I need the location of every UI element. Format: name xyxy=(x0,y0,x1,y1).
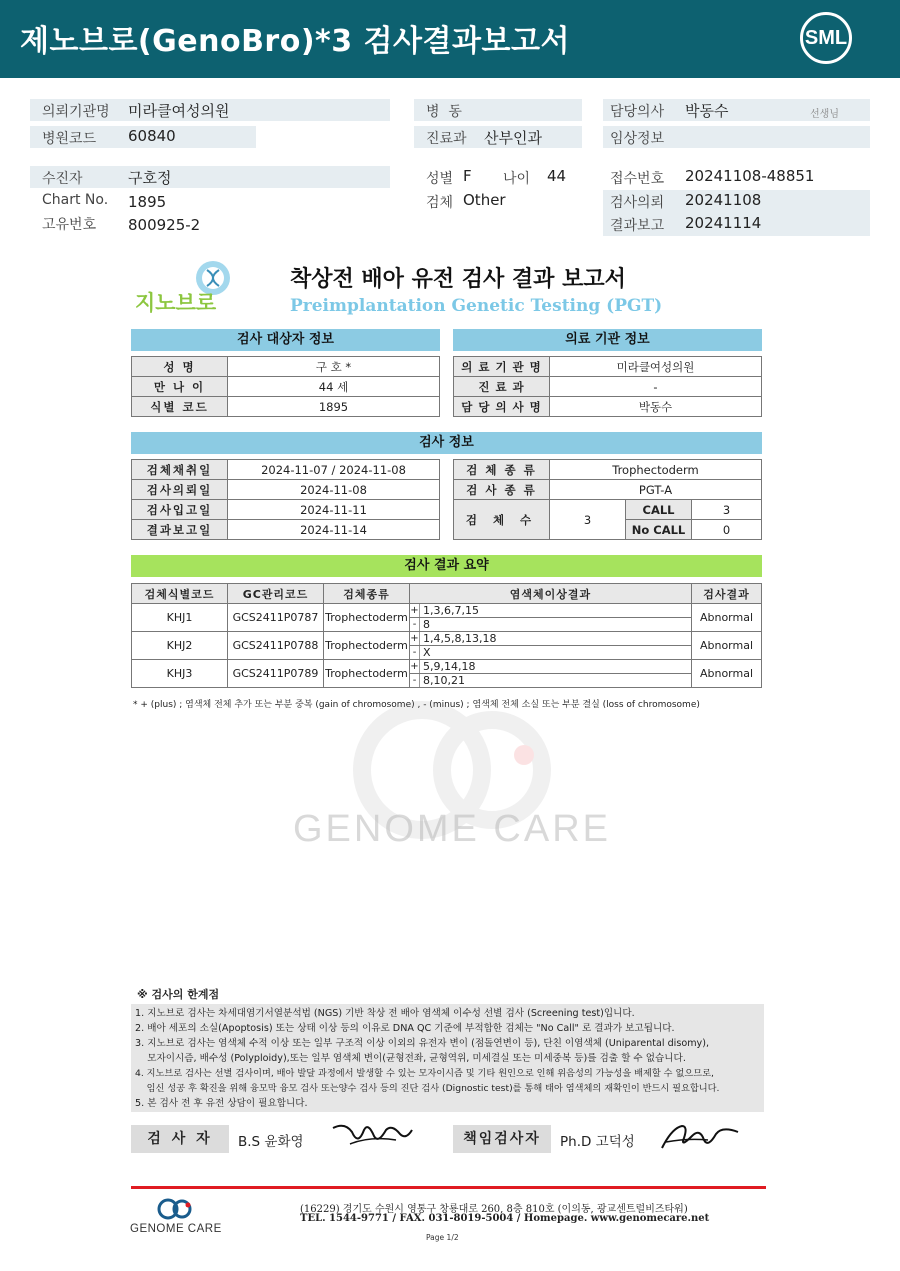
chief-label: 책임검사자 xyxy=(453,1125,551,1153)
subject-name: 구 호 * xyxy=(228,357,440,377)
pgt-report-title: 착상전 배아 유전 검사 결과 보고서 xyxy=(290,267,626,292)
limitation-item: 3. 지노브로 검사는 염색체 수적 이상 또는 일부 구조적 이상 이외의 유전자 변이 (점돌연변이 등), 단친 이염색체 (Uniparental disomy), xyxy=(135,1038,710,1049)
row-result: Abnormal xyxy=(692,632,762,660)
results-heading: 검사 결과 요약 xyxy=(131,555,762,577)
table-row xyxy=(132,604,762,618)
patient-value: 구호정 xyxy=(128,169,172,187)
subject-age-label: 만 나 이 xyxy=(132,377,228,397)
subject-age: 44 세 xyxy=(228,377,440,397)
inst-dept: - xyxy=(550,377,762,397)
institution-value: 미라클여성의원 xyxy=(128,102,230,120)
genobro-logo-text: 지노브로 xyxy=(135,291,217,315)
row-loss: 8,10,21 xyxy=(420,674,692,688)
request-label: 검사의뢰 xyxy=(610,195,665,211)
doctor-value: 박동수 xyxy=(685,102,729,120)
subject-code-label: 식별 코드 xyxy=(132,397,228,417)
test-dates-table xyxy=(131,459,440,540)
results-header-row xyxy=(132,584,762,604)
subject-heading: 검사 대상자 정보 xyxy=(131,329,440,351)
row-gc-code: GCS2411P0789 xyxy=(228,660,324,688)
row-loss: 8 xyxy=(420,618,692,632)
footer-contact: TEL. 1544-9771 / FAX. 031-8019-5004 / Homepage. www.genomecare.net xyxy=(300,1213,710,1224)
footer-address: (16229) 경기도 수원시 영통구 창룡대로 260, 8층 810호 (이의동, 광교센트럴비즈타워) xyxy=(300,1204,688,1215)
nocall-count: 0 xyxy=(692,520,762,540)
dept-value: 산부인과 xyxy=(484,129,542,147)
report-date: 2024-11-14 xyxy=(228,520,440,540)
nocall-label: No CALL xyxy=(626,520,692,540)
row-specimen-type: Trophectoderm xyxy=(324,632,410,660)
report-date-value: 20241114 xyxy=(685,214,762,232)
results-table xyxy=(131,583,762,688)
collect-label: 검체채취일 xyxy=(132,460,228,480)
chart-value: 1895 xyxy=(128,193,167,211)
request-value: 20241108 xyxy=(685,191,762,209)
row-gain: 1,3,6,7,15 xyxy=(420,604,692,618)
specimen-type-label: 검 체 종 류 xyxy=(454,460,550,480)
row-result: Abnormal xyxy=(692,660,762,688)
genobro-logo xyxy=(135,256,245,316)
sex-label: 성별 xyxy=(426,171,454,187)
subject-name-label: 성 명 xyxy=(132,357,228,377)
col-specimen-type: 검체종류 xyxy=(324,584,410,604)
chart-label: Chart No. xyxy=(42,192,109,208)
test-type: PGT-A xyxy=(550,480,762,500)
watermark-text: GENOME CARE xyxy=(292,808,612,850)
chief-signature-icon xyxy=(658,1118,743,1154)
tester-name: B.S 윤화영 xyxy=(238,1134,304,1150)
call-label: CALL xyxy=(626,500,692,520)
collect-date: 2024-11-07 / 2024-11-08 xyxy=(228,460,440,480)
specimen-value: Other xyxy=(463,191,506,209)
limitation-item: 1. 지노브로 검사는 차세대염기서열분석법 (NGS) 기반 착상 전 배아 염색체 이수성 선별 검사 (Screening test)입니다. xyxy=(135,1008,635,1019)
limitations-heading: ※ 검사의 한계점 xyxy=(137,988,220,1001)
row-gc-code: GCS2411P0788 xyxy=(228,632,324,660)
id-label: 고유번호 xyxy=(42,217,97,233)
tester-label: 검 사 자 xyxy=(131,1125,229,1153)
row-loss: X xyxy=(420,646,692,660)
subject-table xyxy=(131,356,440,417)
subject-code: 1895 xyxy=(228,397,440,417)
inst-name: 미라클여성의원 xyxy=(550,357,762,377)
specimen-type: Trophectoderm xyxy=(550,460,762,480)
pgt-report-subtitle: Preimplantation Genetic Testing (PGT) xyxy=(290,296,663,316)
test-specimen-table xyxy=(453,459,762,540)
footer-company: GENOME CARE xyxy=(130,1223,222,1235)
patient-label: 수진자 xyxy=(42,171,83,187)
col-result: 검사결과 xyxy=(692,584,762,604)
age-value: 44 xyxy=(547,167,567,185)
request-date-label: 검사의뢰일 xyxy=(132,480,228,500)
count-label: 검 체 수 xyxy=(454,500,550,540)
row-result: Abnormal xyxy=(692,604,762,632)
row-gc-code: GCS2411P0787 xyxy=(228,604,324,632)
call-count: 3 xyxy=(692,500,762,520)
clinical-label: 임상정보 xyxy=(610,131,665,147)
report-label: 결과보고일 xyxy=(132,520,228,540)
ward-label: 병 동 xyxy=(426,104,462,120)
inst-doctor: 박동수 xyxy=(550,397,762,417)
col-gc-code: GC관리코드 xyxy=(228,584,324,604)
dept-label: 진료과 xyxy=(426,131,467,147)
limitations-box xyxy=(131,1004,764,1112)
minus-sign: - xyxy=(410,674,420,688)
report-title: 제노브로(GenoBro)*3 검사결과보고서 xyxy=(20,24,570,59)
col-chromosome: 염색체이상결과 xyxy=(410,584,692,604)
limitation-item: 2. 배아 세포의 소실(Apoptosis) 또는 상태 이상 등의 이유로 DNA QC 기준에 부적합한 검체는 "No Call" 로 결과가 보고됩니다. xyxy=(135,1023,675,1034)
table-row xyxy=(132,660,762,674)
sex-value: F xyxy=(463,167,472,185)
row-gain: 1,4,5,8,13,18 xyxy=(420,632,692,646)
doctor-label: 담당의사 xyxy=(610,104,665,120)
institution-table xyxy=(453,356,762,417)
limitation-item: 4. 지노브로 검사는 선별 검사이며, 배아 발달 과정에서 발생할 수 있는 모자이시즘 및 기타 원인으로 인해 위음성의 가능성을 배제할 수 없으므로, xyxy=(135,1068,714,1079)
row-gain: 5,9,14,18 xyxy=(420,660,692,674)
row-specimen-id: KHJ2 xyxy=(132,632,228,660)
tester-signature-icon xyxy=(330,1118,415,1154)
age-label: 나이 xyxy=(503,171,531,187)
receive-date: 2024-11-11 xyxy=(228,500,440,520)
request-date: 2024-11-08 xyxy=(228,480,440,500)
institution-label: 의뢰기관명 xyxy=(42,104,110,120)
inst-name-label: 의 료 기 관 명 xyxy=(454,357,550,377)
doctor-suffix: 선생님 xyxy=(810,109,839,120)
table-row xyxy=(132,632,762,646)
plus-sign: + xyxy=(410,633,419,644)
minus-sign: - xyxy=(410,646,420,660)
sml-logo: SML xyxy=(800,12,852,64)
row-specimen-id: KHJ3 xyxy=(132,660,228,688)
footer-divider xyxy=(131,1186,766,1189)
row-specimen-type: Trophectoderm xyxy=(324,660,410,688)
receipt-label: 접수번호 xyxy=(610,171,665,187)
row-specimen-id: KHJ1 xyxy=(132,604,228,632)
plus-sign: + xyxy=(410,605,419,616)
limitation-item: 5. 본 검사 전 후 유전 상담이 필요합니다. xyxy=(135,1098,308,1109)
limitation-item: 모자이시즘, 배수성 (Polyploidy),또는 일부 염색체 변이(균형전좌, 균형역위, 미세결실 또는 미세중복 등)를 검출 할 수 없습니다. xyxy=(135,1053,686,1064)
specimen-count: 3 xyxy=(550,500,626,540)
row-specimen-type: Trophectoderm xyxy=(324,604,410,632)
test-type-label: 검 사 종 류 xyxy=(454,480,550,500)
test-info-heading: 검사 정보 xyxy=(131,432,762,454)
id-value: 800925-2 xyxy=(128,216,201,234)
hospital-code-value: 60840 xyxy=(128,127,176,145)
receive-label: 검사입고일 xyxy=(132,500,228,520)
receipt-value: 20241108-48851 xyxy=(685,167,815,185)
institution-heading: 의료 기관 정보 xyxy=(453,329,762,351)
report-date-label: 결과보고 xyxy=(610,218,665,234)
col-specimen-id: 검체식별코드 xyxy=(132,584,228,604)
chief-name: Ph.D 고덕성 xyxy=(560,1134,635,1150)
hospital-code-label: 병원코드 xyxy=(42,131,97,147)
results-footnote: * + (plus) ; 염색체 전체 추가 또는 부분 중복 (gain of chromosome) , - (minus) ; 염색체 전체 소실 또는 부분 결실 (loss of chromosome) xyxy=(133,700,700,710)
inst-doctor-label: 담 당 의 사 명 xyxy=(454,397,550,417)
limitation-item: 임신 성공 후 확진을 위해 융모막 융모 검사 또는양수 검사 등의 진단 검사 (Dignostic test)를 통해 태아 염색체의 재확인이 반드시 필요합니다. xyxy=(135,1083,720,1094)
report-header xyxy=(0,0,900,78)
inst-dept-label: 진 료 과 xyxy=(454,377,550,397)
plus-sign: + xyxy=(410,661,419,672)
specimen-label: 검체 xyxy=(426,195,454,211)
page-number: Page 1/2 xyxy=(426,1233,459,1242)
minus-sign: - xyxy=(410,618,420,632)
